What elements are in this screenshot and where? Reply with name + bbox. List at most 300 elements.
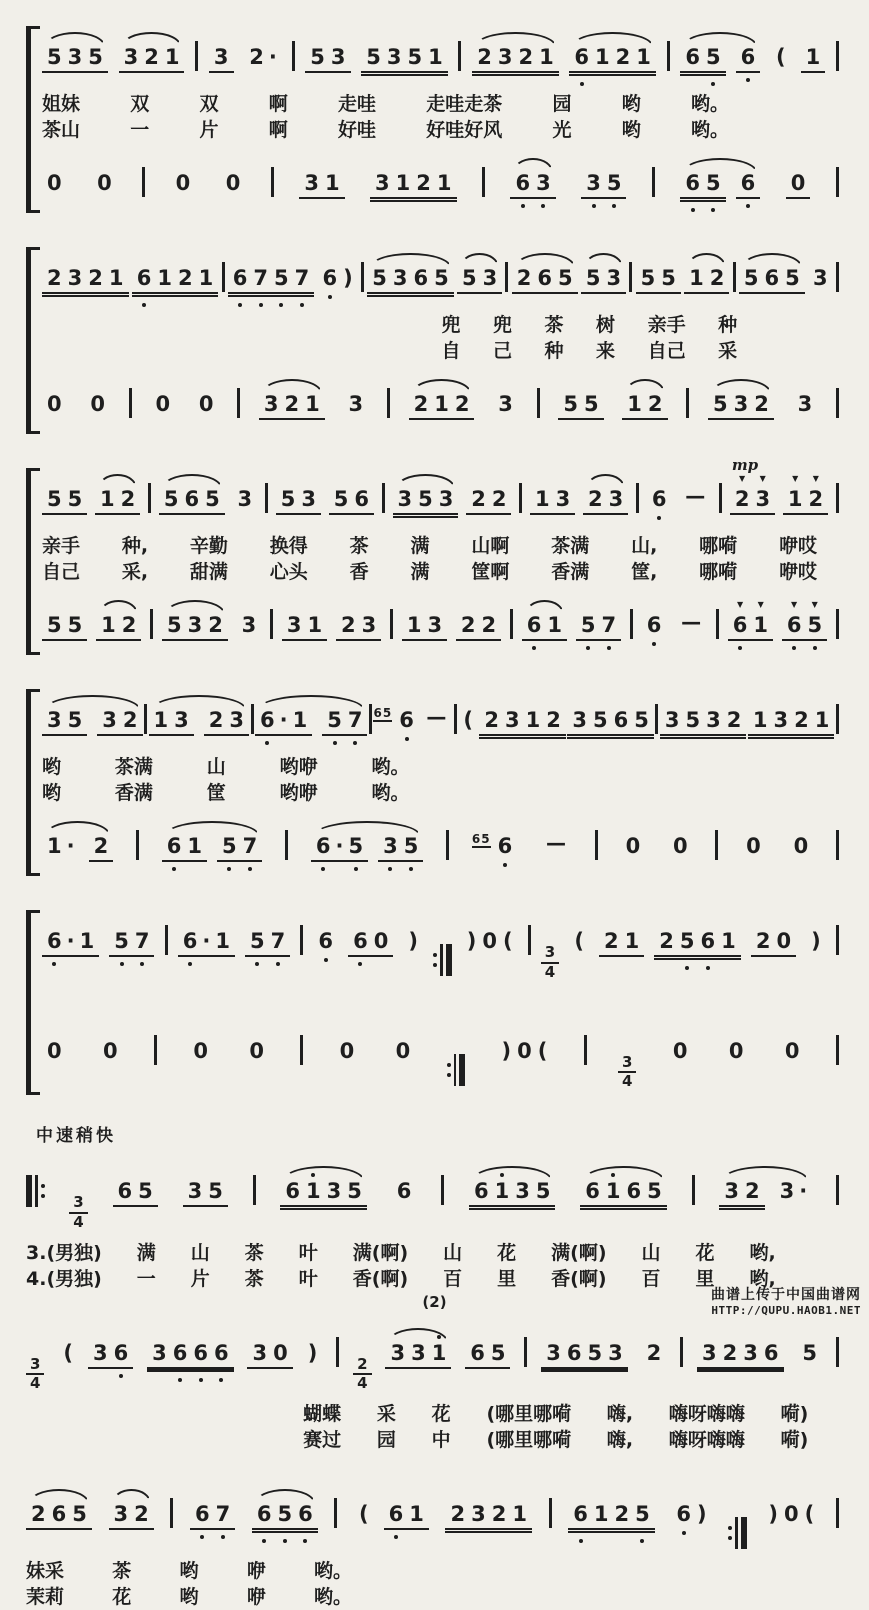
note-group: [42, 394, 67, 418]
time-signature: [69, 1195, 87, 1231]
octave-dot-below: [738, 646, 742, 650]
barline: [636, 483, 639, 513]
note-digit: 7: [132, 931, 153, 952]
barline: [836, 1498, 839, 1528]
lyric-segment: 种,: [121, 535, 149, 557]
note-digit: 6: [51, 1502, 67, 1526]
barline: [458, 41, 461, 71]
lyric-segment: 花: [497, 1241, 517, 1264]
lyric-segment: 叶: [298, 1241, 318, 1264]
lyric-segment: 哪嗬: [699, 561, 738, 583]
note-digit: 3: [152, 1340, 167, 1365]
note-digit: 1: [721, 929, 736, 953]
barline: [482, 167, 485, 197]
note-digit: 2: [416, 171, 431, 195]
voice-bracket: [26, 468, 40, 655]
note-digit: 0: [482, 929, 497, 953]
barline: [595, 830, 598, 860]
note-digit: 1: [814, 708, 830, 732]
lyric-segment: 兜: [493, 314, 513, 336]
note-digit: 2: [47, 266, 62, 290]
octave-dot-below: [353, 741, 357, 745]
octave-dot-below: [394, 1535, 398, 1539]
beam-run: [361, 47, 448, 73]
note-digit: 2: [614, 1502, 630, 1526]
beam-run: [303, 1340, 323, 1367]
lyric-segment: 山: [443, 1241, 463, 1264]
note-digit: 2: [588, 487, 603, 511]
note-group: [493, 394, 518, 418]
accent-mark-icon: ▼: [759, 474, 766, 483]
note-digit: 6: [350, 931, 371, 952]
note-digit: 3: [123, 45, 139, 69]
note-digit: 0: [783, 1502, 799, 1526]
beam-run: [311, 836, 368, 862]
beam-run: [763, 1504, 819, 1528]
barline: [524, 1337, 527, 1367]
note-group: [221, 173, 246, 197]
beam-run: [233, 489, 258, 513]
note-group: [255, 710, 367, 736]
note-group: [569, 47, 656, 73]
note-digit: 7: [250, 268, 271, 289]
beam-run: [329, 489, 374, 515]
note-digit: 1: [79, 929, 95, 953]
lyric-segment: 山: [206, 756, 226, 778]
note-digit: 0: [198, 392, 214, 416]
note-group: [42, 47, 108, 73]
beam-run: [159, 489, 225, 515]
barline: [441, 1175, 444, 1205]
barline: [667, 41, 670, 71]
parenthesis: (: [804, 1502, 815, 1526]
dynamic-marking: mp: [731, 456, 759, 474]
note-digit: 5: [713, 392, 728, 416]
dash-continuation: —: [546, 831, 567, 855]
note-group: [98, 1038, 123, 1065]
octave-dot-below: [221, 1535, 225, 1539]
note-digit: 2: [491, 1502, 507, 1526]
note-digit: 5: [677, 931, 698, 952]
octave-dot-below: [52, 962, 56, 966]
system-6: [26, 1121, 841, 1292]
note-digit: 0: [47, 1038, 62, 1063]
note-group: [354, 1504, 429, 1530]
note-group: [780, 1038, 805, 1065]
note-digit: 3: [498, 392, 513, 416]
note-group: [668, 1038, 693, 1065]
note-digit: 6: [254, 1504, 275, 1525]
thick-barline: [459, 1054, 465, 1086]
octave-dot-below: [711, 82, 715, 86]
beam-run: [42, 47, 108, 73]
slur-arc: [625, 379, 664, 393]
beam-run: [92, 173, 117, 197]
note-digit: 2: [484, 708, 500, 732]
lyric-segment: 走哇: [338, 93, 377, 115]
barline: [836, 830, 839, 860]
beam-run: [188, 1038, 213, 1065]
note-digit: 2: [615, 45, 631, 69]
note-digit: 0: [728, 1038, 744, 1063]
note-digit: 1: [324, 171, 340, 195]
note-digit: 2: [121, 613, 137, 637]
time-signature-numerator: 3: [541, 945, 559, 964]
note-digit: 2: [744, 1179, 760, 1203]
beam-run: [335, 1038, 360, 1065]
beam-run: [748, 710, 835, 736]
parenthesis: ): [811, 929, 821, 953]
octave-dot-below: [586, 646, 590, 650]
barline: [334, 1498, 337, 1528]
note-digit: 6: [738, 173, 759, 194]
note-digit: 2: [471, 487, 486, 511]
octave-dot-below: [746, 78, 750, 82]
octave-dot-below: [706, 966, 710, 970]
beam-run: [171, 173, 196, 197]
lyric-segment: 里: [497, 1267, 517, 1290]
barline: [528, 925, 531, 955]
note-digit: 3: [497, 45, 513, 69]
beam-run: [322, 710, 367, 736]
note-digit: 2: [709, 266, 725, 290]
octave-dot-below: [328, 295, 332, 299]
beam-run: [675, 610, 707, 638]
note-digit: 6: [315, 931, 336, 952]
note-digit: 5: [640, 266, 656, 290]
note-group: [147, 1340, 234, 1369]
note-digit: 6: [354, 487, 369, 511]
note-digit: 3: [606, 266, 622, 290]
note-digit: 5: [535, 1179, 551, 1203]
note-digit: 3: [392, 266, 408, 290]
note-digit: 3: [482, 266, 498, 290]
beam-run: [465, 1340, 510, 1369]
barline: [836, 1175, 839, 1205]
system-3: [26, 456, 841, 659]
note-group: [510, 173, 555, 199]
note-digit: 6: [190, 1343, 211, 1364]
lyric-segment: 采,: [121, 561, 149, 583]
beam-run: [654, 931, 741, 957]
lyric-segment: 嗨,: [606, 1403, 634, 1425]
note-group: [409, 394, 475, 420]
slur-arc: [460, 253, 499, 267]
slur-arc: [255, 1489, 315, 1503]
slur-arc: [396, 474, 456, 488]
note-digit: 5: [333, 487, 349, 511]
note-digit: 5 ▼: [804, 615, 825, 636]
repeat-dots: [447, 1063, 451, 1077]
note-digit: 0: [625, 834, 641, 858]
lyric-segment: (哪里哪嗬: [486, 1429, 572, 1451]
lyric-segment: 来: [596, 340, 616, 362]
repeat-end-barline: [447, 1054, 466, 1086]
voice-bracket: [26, 26, 40, 213]
beam-run: [119, 47, 185, 73]
barline: [719, 483, 722, 513]
note-group: [42, 1038, 67, 1065]
note-group: [462, 931, 518, 955]
note-group: [311, 836, 423, 862]
note-group: [335, 1038, 360, 1065]
beam-run: [378, 836, 423, 862]
augmentation-dot: ·: [799, 1179, 808, 1203]
beam-run: [280, 1181, 367, 1207]
beam-run: [599, 931, 644, 957]
note-group: [150, 394, 175, 418]
note-digit: 2: [340, 613, 356, 637]
beam-run: [793, 394, 818, 418]
barline: [655, 704, 658, 734]
note-digit: 0: [784, 1038, 800, 1063]
note-digit: 6: [613, 708, 629, 732]
note-group: [305, 47, 350, 73]
slur-arc: [29, 1489, 89, 1503]
note-digit: 5: [67, 708, 83, 732]
beam-run: [671, 1504, 711, 1528]
note-digit: 6: [134, 268, 155, 289]
slur-arc: [122, 32, 182, 46]
beam-run: [244, 47, 281, 71]
note-group: [741, 836, 766, 860]
note-digit: 0: [373, 929, 389, 953]
barline: [271, 167, 274, 197]
time-signature-denominator: 4: [73, 1212, 84, 1231]
beam-run: [568, 1504, 655, 1530]
notation-line: [42, 18, 841, 91]
note-digit: 2: [31, 1502, 46, 1526]
note-digit: 6: [184, 487, 200, 511]
lyric-segment: 香: [349, 561, 369, 583]
parenthesis: ): [307, 1340, 318, 1365]
note-group: [159, 489, 225, 515]
barline: [836, 262, 839, 292]
barline: [265, 483, 268, 513]
parenthesis: ): [768, 1502, 778, 1526]
octave-dot-below: [792, 646, 796, 650]
slur-arc: [722, 1166, 808, 1180]
beam-run: [204, 710, 249, 736]
note-digit: 1: [636, 45, 651, 69]
beam-run: [668, 836, 693, 860]
note-digit: 5: [372, 266, 387, 290]
note-group: [237, 615, 262, 639]
note-digit: 1: [492, 1181, 513, 1202]
slur-arc: [370, 253, 451, 267]
lyric-segment: 花: [695, 1241, 715, 1264]
repeat-dot: [433, 953, 437, 957]
beam-run: [782, 600, 827, 641]
note-digit: 5: [166, 613, 182, 637]
lyric-segment: 哟咿: [279, 782, 318, 804]
note-digit: 6: [570, 1504, 591, 1525]
note-group: [621, 836, 646, 860]
note-digit: 3: [286, 613, 302, 637]
repeat-dot: [41, 1194, 45, 1198]
beam-run: [479, 710, 566, 736]
note-digit: 5: [280, 487, 296, 511]
lyric-segment: 园: [552, 93, 572, 115]
note-digit: 3: [390, 1340, 406, 1365]
accent-mark-icon: ▼: [811, 600, 818, 609]
lyric-segment: 茶: [349, 535, 369, 557]
slur-arc: [683, 158, 757, 172]
note-digit: 3: [241, 613, 257, 637]
note-digit: 2: [646, 1340, 662, 1365]
note-group: [797, 1340, 822, 1367]
repeat-dot: [728, 1536, 732, 1540]
lyric-segment: 咿哎: [779, 535, 818, 557]
lyric-segment: 3.(男独): [26, 1241, 102, 1264]
time-signature-denominator: 4: [30, 1374, 41, 1393]
dash-continuation: —: [426, 705, 447, 729]
note-digit: 5: [593, 708, 608, 732]
notation-line: [42, 239, 841, 312]
beam-run: [97, 710, 142, 736]
note-digit: 6 ▼: [730, 615, 751, 636]
note-digit: 0: [672, 1038, 688, 1063]
note-digit: 1: [512, 1502, 527, 1526]
beam-run: [255, 710, 312, 736]
beam-run: [42, 931, 99, 957]
lyric-segment: 采: [376, 1403, 396, 1425]
lyric-segment: 满(啊): [352, 1241, 409, 1264]
time-signature-numerator: 2: [353, 1357, 371, 1376]
barline: [715, 830, 718, 860]
lyric-segment: 山: [190, 1241, 210, 1264]
note-group: [42, 615, 87, 641]
watermark-url: HTTP://QUPU.HAOB1.NET: [711, 1304, 861, 1317]
time-signature: [541, 945, 559, 981]
octave-dot-below: [580, 82, 584, 86]
note-group: [149, 710, 250, 736]
barline: [686, 388, 689, 418]
note-group: [162, 836, 263, 862]
note-digit: 3: [375, 171, 390, 195]
note-group: [684, 268, 729, 294]
barline: [390, 609, 393, 639]
lyric-segment: 哟,: [749, 1241, 776, 1264]
octave-dot-above: [311, 1173, 315, 1177]
lyrics-line: [442, 339, 738, 364]
note-digit: 1: [535, 487, 550, 511]
note-digit: 5: [647, 1179, 662, 1203]
slur-arc: [687, 253, 726, 267]
beam-run: [409, 394, 475, 420]
note-digit: 3: [361, 613, 377, 637]
beam-run: [719, 1181, 764, 1207]
note-digit: 3: [263, 392, 279, 416]
beam-run: [680, 47, 725, 73]
note-group: [336, 615, 381, 641]
note-group: [188, 1038, 213, 1065]
repeat-dot: [447, 1063, 451, 1067]
note-group: [42, 836, 113, 862]
note-digit: 5: [434, 266, 449, 290]
note-digit: 0: [155, 392, 171, 416]
note-digit: 6: [44, 931, 65, 952]
note-digit: 5: [67, 487, 83, 511]
lyric-segment: 哟: [42, 756, 62, 778]
slur-arc: [162, 474, 222, 488]
octave-dot-below: [333, 741, 337, 745]
lyric-segment: 山: [641, 1241, 661, 1264]
octave-dot-below: [532, 646, 536, 650]
note-group: [569, 931, 644, 957]
note-group: [576, 615, 621, 641]
lyrics-line: [442, 313, 738, 338]
system-1: [26, 18, 841, 217]
time-signature-denominator: 4: [357, 1374, 368, 1393]
beam-run: [42, 394, 67, 418]
lyric-segment: 种: [544, 340, 564, 362]
repeat-dot: [728, 1526, 732, 1530]
lyric-segment: 茶满: [114, 756, 153, 778]
note-group: [113, 1181, 158, 1207]
note-group: [636, 268, 681, 294]
beam-run: [420, 705, 452, 733]
lyric-segment: 咿: [246, 1560, 266, 1582]
beam-run: [42, 1038, 67, 1065]
note-digit: 5: [72, 1502, 87, 1526]
note-digit: 3: [773, 708, 789, 732]
lyric-segment: 自: [441, 340, 461, 362]
barline: [195, 41, 198, 71]
note-digit: 5: [347, 1179, 362, 1203]
note-digit: 3: [743, 1340, 758, 1365]
beam-run: [245, 931, 290, 957]
accent-mark-icon: ▼: [736, 600, 744, 609]
beam-run: [751, 931, 796, 957]
parenthesis: (: [574, 929, 584, 953]
lyric-segment: 咿哎: [779, 561, 818, 583]
note-group: [465, 1340, 510, 1369]
note-group: [348, 931, 423, 957]
lyric-segment: 茶: [244, 1267, 264, 1290]
note-digit: 6: [524, 615, 545, 636]
octave-dot-below: [612, 204, 616, 208]
note-digit: 5: [47, 487, 62, 511]
note-group: [668, 836, 693, 860]
beam-run: [132, 268, 219, 294]
note-digit: 3: [812, 266, 828, 290]
beam-run: [647, 489, 672, 513]
note-digit: 3: [706, 708, 721, 732]
note-digit: 6: [211, 1343, 232, 1364]
beam-run: [403, 931, 423, 955]
lyric-segment: 一: [136, 1267, 156, 1290]
lyrics-line: [42, 534, 817, 559]
system-2: [26, 239, 841, 438]
system-5: [26, 902, 841, 1099]
note-group: [228, 268, 315, 294]
beam-run: [209, 47, 234, 73]
parenthesis: (: [537, 1038, 548, 1063]
note-group: [282, 615, 327, 641]
barline: [680, 1337, 683, 1367]
note-group: [132, 268, 219, 294]
beam-run: [384, 1504, 429, 1530]
octave-dot-below: [503, 863, 507, 867]
note-group: [530, 489, 575, 515]
note-digit: 0: [102, 1038, 118, 1063]
lyric-segment: 换得: [269, 535, 308, 557]
beam-run: [42, 173, 67, 197]
lyrics-line: [26, 1585, 352, 1610]
note-digit: 1: [305, 392, 320, 416]
note-digit: 3: [702, 1340, 717, 1365]
